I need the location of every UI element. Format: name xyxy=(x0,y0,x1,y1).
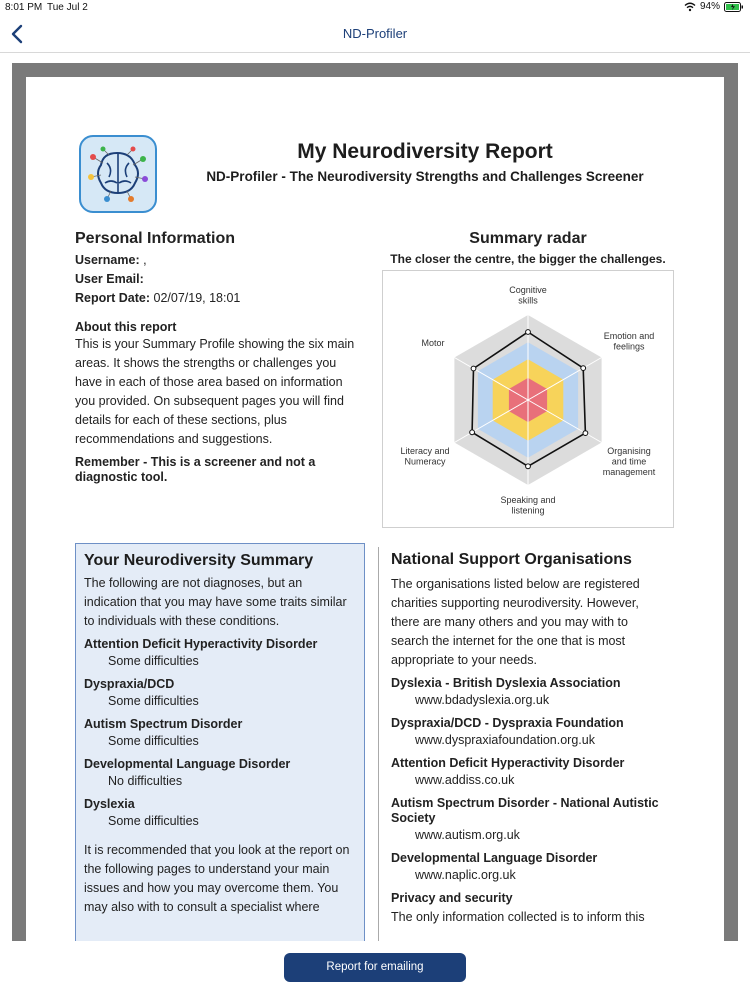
about-heading: About this report xyxy=(75,320,177,334)
radar-point xyxy=(581,366,586,371)
radar-heading: Summary radar xyxy=(469,230,587,247)
condition-item xyxy=(84,797,356,831)
support-orgs-section xyxy=(391,551,663,933)
nav-title: ND-Profiler xyxy=(342,26,408,41)
status-bar xyxy=(0,0,750,16)
report-date-label: Report Date: xyxy=(75,291,151,305)
radar-point xyxy=(470,430,475,435)
summary-heading: Your Neurodiversity Summary xyxy=(84,552,314,569)
orgs-heading: National Support Organisations xyxy=(391,551,632,568)
condition-level: Some difficulties xyxy=(108,654,199,668)
org-item xyxy=(391,676,663,710)
radar-axis-label: Literacy and Numeracy xyxy=(400,446,450,467)
status-right xyxy=(684,1,744,12)
org-url[interactable]: www.naplic.org.uk xyxy=(415,868,516,882)
org-item xyxy=(391,716,663,750)
radar-axis-label: Organising and time management xyxy=(602,446,656,477)
condition-item xyxy=(84,637,356,671)
org-name: Attention Deficit Hyperactivity Disorder xyxy=(391,756,625,770)
username-value: , xyxy=(143,253,147,267)
app-logo xyxy=(79,135,157,213)
battery-icon xyxy=(724,2,744,12)
about-body: This is your Summary Profile showing the six main areas. It shows the strengths or challenges you have in each of those area based on information you provided. On subsequent pages you will find details for each of these sections, plus recommendations and suggestions. xyxy=(75,337,355,446)
condition-item xyxy=(84,757,356,791)
radar-point xyxy=(583,431,588,436)
email-label: User Email: xyxy=(75,272,144,286)
org-url[interactable]: www.dyspraxiafoundation.org.uk xyxy=(415,733,595,747)
nav-bar xyxy=(0,16,750,53)
org-name: Developmental Language Disorder xyxy=(391,851,598,865)
org-item xyxy=(391,756,663,790)
org-item xyxy=(391,796,663,845)
report-page xyxy=(26,77,724,941)
status-time: 8:01 PM xyxy=(5,2,43,13)
condition-item xyxy=(84,717,356,751)
username-field xyxy=(75,253,147,267)
condition-item xyxy=(84,677,356,711)
email-field xyxy=(75,272,144,286)
orgs-intro: The organisations listed below are registered charities supporting neurodiversity. However, there are many others and you may with to search the internet for the one that is most appropriate to your needs. xyxy=(391,577,640,667)
org-url[interactable]: www.addiss.co.uk xyxy=(415,773,515,787)
radar-axis-label: Motor xyxy=(421,338,445,348)
wifi-icon xyxy=(684,2,696,12)
org-name: Dyslexia - British Dyslexia Association xyxy=(391,676,621,690)
condition-level: Some difficulties xyxy=(108,814,199,828)
radar-axis-label: Cognitive skills xyxy=(509,285,547,306)
radar-point xyxy=(526,464,531,469)
column-divider xyxy=(378,547,379,941)
radar-subheading: The closer the centre, the bigger the challenges. xyxy=(390,252,666,266)
username-label: Username: xyxy=(75,253,140,267)
bottom-bar xyxy=(0,941,750,1000)
report-viewer[interactable] xyxy=(12,63,738,941)
nd-summary-panel xyxy=(75,543,365,941)
condition-name: Dyspraxia/DCD xyxy=(84,677,175,691)
condition-name: Dyslexia xyxy=(84,797,135,811)
org-item xyxy=(391,851,663,885)
radar-point xyxy=(526,330,531,335)
summary-footer: It is recommended that you look at the report on the following pages to understand your main issues and how you may overcome them. You may also with to consult a specialist where xyxy=(84,843,350,914)
radar-svg xyxy=(383,271,673,527)
condition-name: Autism Spectrum Disorder xyxy=(84,717,243,731)
condition-level: No difficulties xyxy=(108,774,183,788)
report-subtitle: ND-Profiler - The Neurodiversity Strengths and Challenges Screener xyxy=(206,169,644,184)
condition-name: Developmental Language Disorder xyxy=(84,757,291,771)
radar-axis-label: Speaking and listening xyxy=(500,495,556,516)
radar-axis-label: Emotion and feelings xyxy=(603,331,655,352)
radar-point xyxy=(471,366,476,371)
brain-network-icon xyxy=(81,137,155,211)
org-name: Autism Spectrum Disorder - National Autistic Society xyxy=(391,796,659,825)
condition-name: Attention Deficit Hyperactivity Disorder xyxy=(84,637,318,651)
remember-note: Remember - This is a screener and not a diagnostic tool. xyxy=(75,455,316,484)
report-title: My Neurodiversity Report xyxy=(297,140,553,163)
condition-level: Some difficulties xyxy=(108,694,199,708)
battery-percent: 94% xyxy=(699,1,720,12)
condition-level: Some difficulties xyxy=(108,734,199,748)
report-for-emailing-button[interactable]: Report for emailing xyxy=(284,953,466,982)
org-url[interactable]: www.autism.org.uk xyxy=(415,828,520,842)
summary-intro: The following are not diagnoses, but an indication that you may have some traits similar to individuals with these conditions. xyxy=(84,576,347,628)
privacy-heading: Privacy and security xyxy=(391,891,513,905)
privacy-text: The only information collected is to inform this xyxy=(391,910,645,924)
personal-info-heading: Personal Information xyxy=(75,230,236,247)
report-date-field xyxy=(75,291,240,305)
status-date: Tue Jul 2 xyxy=(47,2,88,13)
summary-radar-chart xyxy=(382,270,674,528)
report-date-value: 02/07/19, 18:01 xyxy=(153,291,241,305)
org-name: Dyspraxia/DCD - Dyspraxia Foundation xyxy=(391,716,624,730)
org-url[interactable]: www.bdadyslexia.org.uk xyxy=(415,693,550,707)
